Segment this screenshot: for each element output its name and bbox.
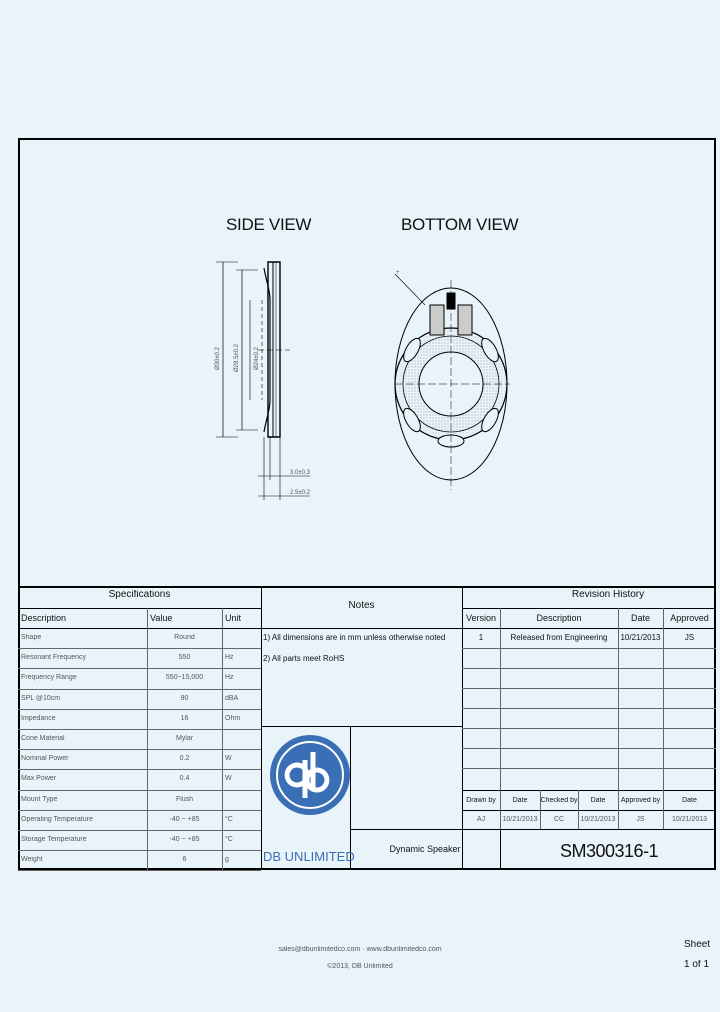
spec-description: Frequency Range [21,674,77,681]
spec-value: 550~15,000 [165,674,204,681]
specifications-title: Specifications [108,590,171,600]
note-2: 2) All parts meet RoHS [263,655,345,663]
sheet-label: Sheet [684,940,711,950]
rev-header-approved: Approved [670,614,709,623]
rev-header-date: Date [630,614,650,623]
spec-header-value: Value [150,614,173,623]
side-view-title: SIDE VIEW [226,215,312,234]
spec-description: Nominal Power [21,755,69,762]
spec-value: 550 [178,654,191,661]
product-name: Dynamic Speaker [389,845,461,854]
signoff-value: 10/21/2013 [580,816,616,823]
rev-row-date: 10/21/2013 [620,634,661,642]
signoff-header: Date [590,797,606,804]
spec-description: Cone Material [21,735,65,742]
spec-description: SPL @10cm [21,695,61,702]
sheet-value: 1 of 1 [684,960,710,970]
spec-value: Round [174,634,195,641]
spec-description: Resonant Frequency [21,654,86,661]
spec-value: 90 [180,695,189,702]
signoff-value: 10/21/2013 [671,816,708,823]
spec-value: 6 [182,856,187,863]
footer-contact: sales@dbunlimitedco.com · www.dbunlimitedco.com [278,946,442,953]
notes-title: Notes [348,601,375,611]
spec-unit: Ohm [225,715,241,722]
signoff-header: Date [512,797,528,804]
spec-unit: dBA [225,695,239,702]
spec-unit: Hz [225,654,234,661]
svg-text:Ø24±0.2: Ø24±0.2 [254,347,260,370]
spec-description: Mount Type [21,796,58,803]
bottom-view-title: BOTTOM VIEW [401,215,519,234]
spec-unit: g [225,856,229,863]
logo-text: DB UNLIMITED [263,850,355,863]
svg-text:3.0±0.3: 3.0±0.3 [290,470,310,476]
spec-value: 0.4 [179,775,190,782]
revision-title: Revision History [571,590,645,600]
rev-header-version: Version [465,614,497,623]
spec-value: 16 [180,715,189,722]
note-1: 1) All dimensions are in mm unless otherwise noted [263,634,446,642]
spec-value: 0.2 [179,755,190,762]
rev-row-version: 1 [478,634,484,642]
spec-value: Flush [175,796,194,803]
signoff-value: 10/21/2013 [502,816,538,823]
spec-unit: W [225,775,232,782]
spec-description: Operating Temperature [21,816,93,823]
rev-header-description: Description [536,614,582,623]
signoff-header: Drawn by [466,797,496,804]
svg-text:Ø30±0.2: Ø30±0.2 [215,347,221,370]
spec-value: Mylar [175,735,194,742]
spec-unit: °C [225,836,233,843]
spec-unit: Hz [225,674,234,681]
part-number: SM300316-1 [560,842,659,860]
signoff-value: JS [636,816,645,823]
company-logo [265,730,355,830]
spec-unit: W [225,755,232,762]
spec-description: Impedance [21,715,56,722]
signoff-header: Checked by [540,797,578,804]
spec-unit: °C [225,816,233,823]
signoff-header: Approved by [620,797,661,804]
rev-row-description: Released from Engineering [510,634,608,642]
footer-copyright: ©2013, DB Unlimited [327,963,393,970]
spec-header-description: Description [21,614,67,623]
spec-description: Shape [21,634,42,641]
svg-text:+: + [396,270,400,276]
signoff-value: CC [553,816,565,823]
svg-text:Ø28.5±0.2: Ø28.5±0.2 [234,344,240,372]
spec-description: Weight [21,856,43,863]
spec-value: -40 ~ +85 [169,816,200,823]
rev-row-approved: JS [684,634,695,642]
spec-header-unit: Unit [225,614,242,623]
svg-text:2.5±0.2: 2.5±0.2 [290,490,310,496]
spec-description: Max Power [21,775,57,782]
spec-description: Storage Temperature [21,836,87,843]
signoff-value: AJ [476,816,486,823]
signoff-header: Date [682,797,697,804]
spec-value: -40 ~ +85 [169,836,200,843]
